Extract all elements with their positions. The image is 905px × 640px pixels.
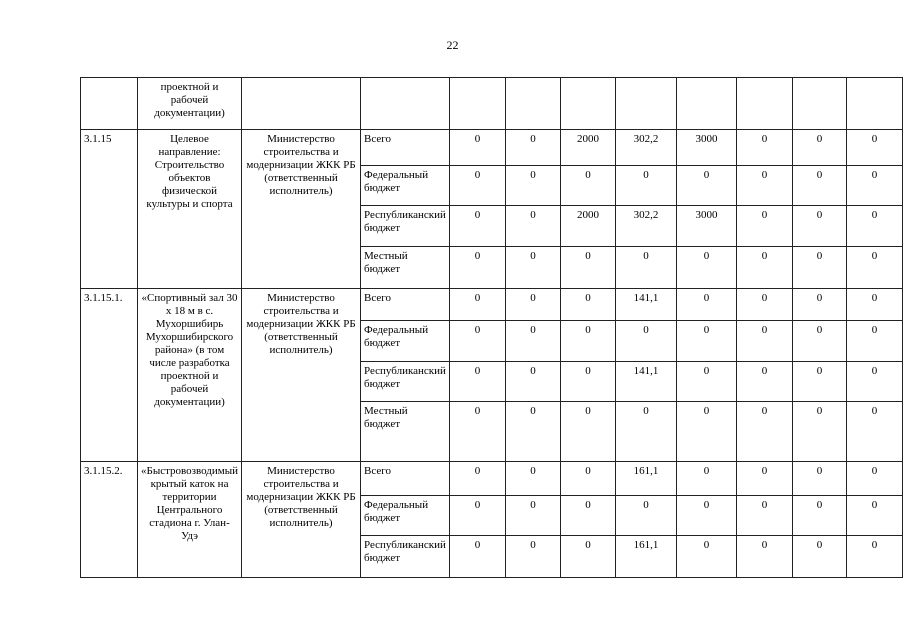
value-cell	[676, 78, 736, 130]
value-cell: 0	[505, 166, 560, 206]
value-cell: 0	[505, 362, 560, 402]
value-cell: 0	[846, 362, 902, 402]
table-row	[81, 130, 903, 166]
value-cell: 0	[505, 536, 560, 578]
source-cell: Местный бюджет	[361, 402, 450, 462]
value-cell: 0	[846, 247, 902, 289]
source-cell: Всего	[361, 289, 450, 321]
value-cell: 3000	[676, 130, 736, 166]
value-cell: 0	[736, 402, 792, 462]
value-cell: 0	[449, 321, 505, 362]
source-cell: Республиканский бюджет	[361, 362, 450, 402]
executor-cell: Министерство строительства и модернизации ЖКК РБ (ответственный исполнитель)	[242, 289, 361, 462]
name-cell: «Быстровозводимый крытый каток на территории Центрального стадиона г. Улан-Удэ	[138, 462, 242, 578]
value-cell: 0	[736, 496, 792, 536]
value-cell: 0	[736, 166, 792, 206]
value-cell: 0	[792, 462, 846, 496]
value-cell: 0	[736, 362, 792, 402]
value-cell: 0	[449, 289, 505, 321]
value-cell: 0	[560, 289, 615, 321]
value-cell: 0	[449, 536, 505, 578]
value-cell: 0	[505, 402, 560, 462]
executor-cell: Министерство строительства и модернизации ЖКК РБ (ответственный исполнитель)	[242, 130, 361, 289]
value-cell: 0	[846, 289, 902, 321]
source-cell	[361, 78, 450, 130]
value-cell: 0	[676, 289, 736, 321]
value-cell: 0	[560, 536, 615, 578]
value-cell: 0	[792, 496, 846, 536]
value-cell: 0	[792, 130, 846, 166]
value-cell: 0	[560, 321, 615, 362]
value-cell: 302,2	[615, 206, 676, 247]
value-cell: 3000	[676, 206, 736, 247]
value-cell: 0	[846, 536, 902, 578]
value-cell	[505, 78, 560, 130]
source-cell: Всего	[361, 130, 450, 166]
value-cell	[560, 78, 615, 130]
value-cell: 0	[560, 462, 615, 496]
source-cell: Республиканский бюджет	[361, 536, 450, 578]
value-cell: 0	[792, 402, 846, 462]
value-cell	[449, 78, 505, 130]
value-cell: 0	[792, 536, 846, 578]
value-cell: 0	[736, 130, 792, 166]
value-cell: 0	[676, 536, 736, 578]
source-cell: Всего	[361, 462, 450, 496]
name-cell: проектной и рабочей документации)	[138, 78, 242, 130]
value-cell: 0	[449, 247, 505, 289]
table-row	[81, 462, 903, 496]
value-cell: 0	[736, 321, 792, 362]
value-cell: 2000	[560, 130, 615, 166]
value-cell: 0	[449, 206, 505, 247]
value-cell: 0	[792, 166, 846, 206]
value-cell: 0	[505, 462, 560, 496]
value-cell: 0	[449, 496, 505, 536]
budget-table-body	[81, 78, 903, 578]
value-cell: 0	[792, 289, 846, 321]
value-cell: 0	[846, 402, 902, 462]
value-cell: 0	[846, 462, 902, 496]
budget-table	[80, 77, 903, 578]
value-cell: 0	[505, 289, 560, 321]
value-cell: 0	[792, 362, 846, 402]
value-cell: 0	[560, 166, 615, 206]
value-cell: 0	[736, 289, 792, 321]
value-cell: 0	[449, 462, 505, 496]
value-cell: 141,1	[615, 362, 676, 402]
value-cell: 0	[505, 206, 560, 247]
value-cell: 0	[792, 321, 846, 362]
code-cell: 3.1.15.1.	[81, 289, 138, 462]
table-row	[81, 289, 903, 321]
value-cell: 0	[846, 166, 902, 206]
name-cell: «Спортивный зал 30 х 18 м в с. Мухоршибирь Мухоршибирского района» (в том числе разработка проектной и рабочей документации)	[138, 289, 242, 462]
value-cell: 302,2	[615, 130, 676, 166]
value-cell: 0	[846, 496, 902, 536]
value-cell: 0	[449, 130, 505, 166]
value-cell: 141,1	[615, 289, 676, 321]
value-cell: 0	[560, 402, 615, 462]
value-cell: 0	[736, 247, 792, 289]
value-cell: 0	[792, 247, 846, 289]
executor-cell: Министерство строительства и модернизации ЖКК РБ (ответственный исполнитель)	[242, 462, 361, 578]
value-cell: 0	[615, 402, 676, 462]
value-cell: 0	[846, 321, 902, 362]
value-cell: 0	[615, 247, 676, 289]
value-cell: 0	[676, 362, 736, 402]
value-cell: 0	[505, 321, 560, 362]
value-cell: 0	[615, 166, 676, 206]
value-cell: 0	[792, 206, 846, 247]
source-cell: Республиканский бюджет	[361, 206, 450, 247]
value-cell: 0	[560, 247, 615, 289]
value-cell: 2000	[560, 206, 615, 247]
value-cell: 0	[846, 206, 902, 247]
value-cell: 0	[676, 166, 736, 206]
source-cell: Федеральный бюджет	[361, 496, 450, 536]
value-cell: 0	[676, 321, 736, 362]
code-cell: 3.1.15.2.	[81, 462, 138, 578]
name-cell: Целевое направление: Строительство объектов физической культуры и спорта	[138, 130, 242, 289]
code-cell: 3.1.15	[81, 130, 138, 289]
value-cell: 0	[449, 166, 505, 206]
value-cell: 0	[560, 362, 615, 402]
value-cell: 161,1	[615, 462, 676, 496]
value-cell	[736, 78, 792, 130]
value-cell: 0	[676, 496, 736, 536]
value-cell: 0	[676, 402, 736, 462]
value-cell: 0	[615, 496, 676, 536]
value-cell: 0	[676, 462, 736, 496]
value-cell	[615, 78, 676, 130]
value-cell: 0	[615, 321, 676, 362]
value-cell: 0	[560, 496, 615, 536]
value-cell: 0	[505, 496, 560, 536]
value-cell: 0	[846, 130, 902, 166]
value-cell: 0	[736, 462, 792, 496]
page-number: 22	[446, 38, 459, 52]
value-cell	[792, 78, 846, 130]
value-cell: 0	[505, 247, 560, 289]
value-cell: 161,1	[615, 536, 676, 578]
value-cell: 0	[505, 130, 560, 166]
table-row-continuation	[81, 78, 903, 130]
value-cell: 0	[449, 362, 505, 402]
value-cell: 0	[449, 402, 505, 462]
code-cell	[81, 78, 138, 130]
executor-cell	[242, 78, 361, 130]
source-cell: Местный бюджет	[361, 247, 450, 289]
value-cell	[846, 78, 902, 130]
source-cell: Федеральный бюджет	[361, 166, 450, 206]
source-cell: Федеральный бюджет	[361, 321, 450, 362]
value-cell: 0	[736, 206, 792, 247]
value-cell: 0	[736, 536, 792, 578]
value-cell: 0	[676, 247, 736, 289]
